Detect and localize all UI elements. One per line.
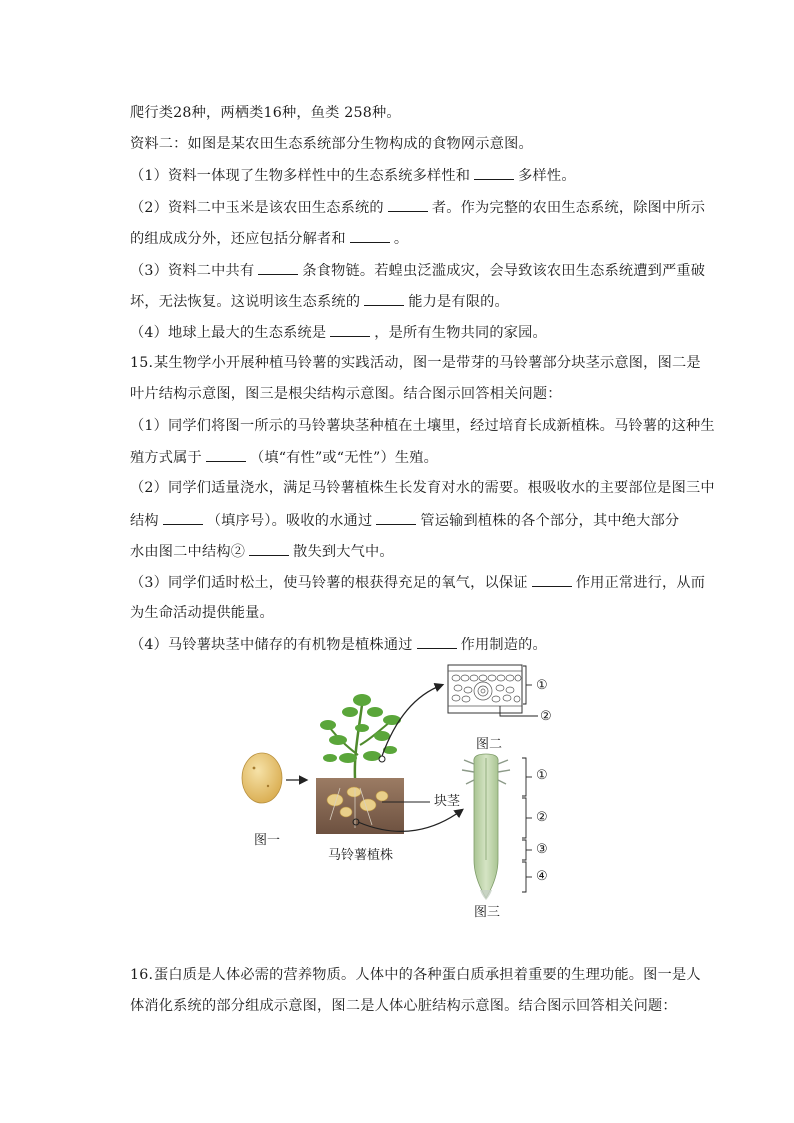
text-line: 叶片结构示意图，图三是根尖结构示意图。结合图示回答相关问题： (130, 386, 562, 402)
figure-3-label: 图三 (474, 905, 501, 920)
answer-blank (388, 197, 428, 212)
potato-tuber (242, 753, 282, 803)
text-line: 为生命活动提供能量。 (130, 605, 274, 621)
question-14-3: （3）资料二中共有 条食物链。若蝗虫泛滥成灾，会导致该农田生态系统遭到严重破 (130, 260, 700, 281)
answer-blank (417, 634, 457, 649)
answer-blank (376, 510, 416, 525)
text-line: 的组成成分外，还应包括分解者和 。 (130, 228, 700, 249)
text-line: 资料二：如图是某农田生态系统部分生物构成的食物网示意图。 (130, 136, 533, 152)
answer-blank (364, 291, 404, 306)
root-marker-2: ② (536, 810, 548, 825)
question-15-3: （3）同学们适时松土，使马铃薯的根获得充足的氧气，以保证 作用正常进行，从而 (130, 572, 700, 593)
root-marker-4: ④ (536, 869, 548, 884)
question-15-1: （1）同学们将图一所示的马铃薯块茎种植在土壤里，经过培育长成新植株。马铃薯的这种生 (130, 418, 715, 434)
text-line: 坏，无法恢复。这说明该生态系统的 能力是有限的。 (130, 291, 700, 312)
question-14-1: （1）资料一体现了生物多样性中的生态系统多样性和 多样性。 (130, 165, 700, 186)
text-line: 水由图二中结构② 散失到大气中。 (130, 541, 700, 562)
text-line: 殖方式属于 （填“有性”或“无性”）生殖。 (130, 447, 700, 468)
leaf-marker-2: ② (540, 709, 552, 724)
question-15-2: （2）同学们适量浇水，满足马铃薯植株生长发育对水的需要。根吸收水的主要部位是图三中 (130, 480, 715, 496)
answer-blank (330, 322, 370, 337)
potato-figure (230, 660, 590, 930)
leaf-marker-1: ① (536, 678, 548, 693)
root-marker-3: ③ (536, 842, 548, 857)
text-line: 爬行类28种，两栖类16种，鱼类 258种。 (130, 105, 401, 121)
text-line: 结构 （填序号）。吸收的水通过 管运输到植株的各个部分，其中绝大部分 (130, 510, 700, 531)
figure-2-label: 图二 (476, 737, 503, 752)
figure-1-label: 图一 (254, 833, 281, 848)
answer-blank (350, 228, 390, 243)
question-15-stem: 15.某生物学小开展种植马铃薯的实践活动，图一是带芽的马铃薯部分块茎示意图，图二是 (130, 355, 701, 371)
answer-blank (474, 165, 514, 180)
question-14-2: （2）资料二中玉米是该农田生态系统的 者。作为完整的农田生态系统，除图中所示 (130, 197, 700, 218)
question-16-stem: 16.蛋白质是人体必需的营养物质。人体中的各种蛋白质承担着重要的生理功能。图一是人 (130, 967, 701, 983)
answer-blank (206, 447, 246, 462)
tuber-label: 块茎 (434, 794, 461, 809)
root-marker-1: ① (536, 768, 548, 783)
leaf-cross-section (448, 665, 538, 716)
potato-leaves (320, 694, 401, 763)
answer-blank (258, 260, 298, 275)
answer-blank (249, 541, 289, 556)
answer-blank (163, 510, 203, 525)
root-tip (462, 754, 532, 900)
plant-label: 马铃薯植株 (328, 848, 394, 863)
question-15-4: （4）马铃薯块茎中储存的有机物是植株通过 作用制造的。 (130, 634, 700, 655)
text-line: 体消化系统的部分组成示意图，图二是人体心脏结构示意图。结合图示回答相关问题： (130, 998, 677, 1014)
question-14-4: （4）地球上最大的生态系统是 ，是所有生物共同的家园。 (130, 322, 700, 343)
answer-blank (532, 572, 572, 587)
